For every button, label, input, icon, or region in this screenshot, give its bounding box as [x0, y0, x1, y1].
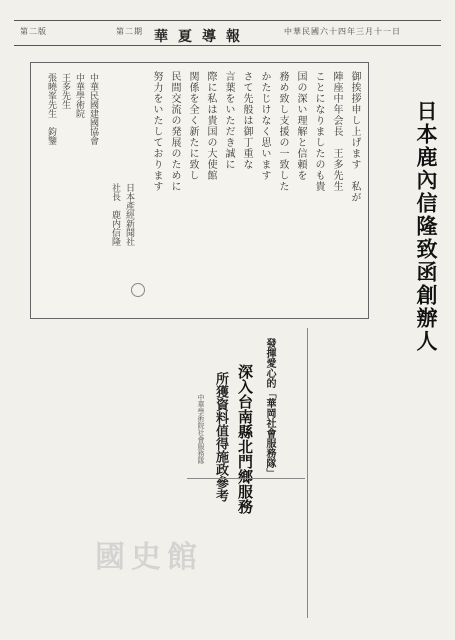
feature-headline: 深入台南縣北門鄉服務 — [236, 364, 254, 514]
issue-date: 中華民國六十四年三月十一日 — [284, 27, 401, 36]
letter-line: 努力をいたしております — [151, 71, 162, 192]
letter-line: 御挨拶申し上げます 私が — [349, 71, 360, 203]
letter-line: ことになりましたのも貴 — [313, 71, 324, 192]
column-divider — [307, 328, 308, 618]
seal-stamp — [131, 283, 145, 297]
feature-subhead: 所獲資料值得施政參考 — [213, 372, 228, 502]
issue-number: 第二期 — [116, 27, 143, 36]
letter-line: 国の深い理解と信頼を — [295, 71, 306, 181]
signature-line: 王多先生 — [60, 73, 70, 109]
archive-watermark: 國史館 — [95, 540, 203, 575]
header-rule-top — [14, 20, 441, 21]
letter-facsimile — [30, 62, 369, 319]
article-title: 日本鹿內信隆致函創辦人 — [414, 100, 439, 353]
page-number: 第二版 — [20, 27, 47, 36]
letter-line: かたじけなく思います — [259, 71, 270, 181]
letter-line: 言葉をいただき誠に — [223, 71, 234, 170]
signature-line: 中華學術院 — [74, 73, 84, 118]
sender-line: 日本產經新聞社 — [124, 183, 134, 246]
newspaper-title: 華夏導報 — [154, 29, 250, 45]
page-header — [14, 12, 441, 52]
feature-byline: 中華學術院社會服務隊 — [197, 394, 205, 464]
column-divider — [187, 478, 305, 479]
letter-line: 陣座中年会長 王多先生 — [331, 71, 342, 192]
signature-line: 張曉峯先生 鈞鑒 — [46, 73, 56, 145]
letter-line: 際に私は貴国の大使館 — [205, 71, 216, 181]
sender-line: 社長 鹿内信隆 — [110, 183, 120, 246]
signature-line: 中華民國建國協會 — [88, 73, 98, 145]
letter-line: 関係を全く新たに致し — [187, 71, 198, 181]
letter-line: さて先般は御丁重な — [241, 71, 252, 170]
letter-line: 民間交流の発展のために — [169, 71, 180, 192]
article-body-right — [316, 326, 428, 616]
letter-line: 務め致し支援の一致した — [277, 71, 288, 192]
feature-lead: 發揮愛心的「華岡社會服務隊」 — [264, 338, 275, 478]
